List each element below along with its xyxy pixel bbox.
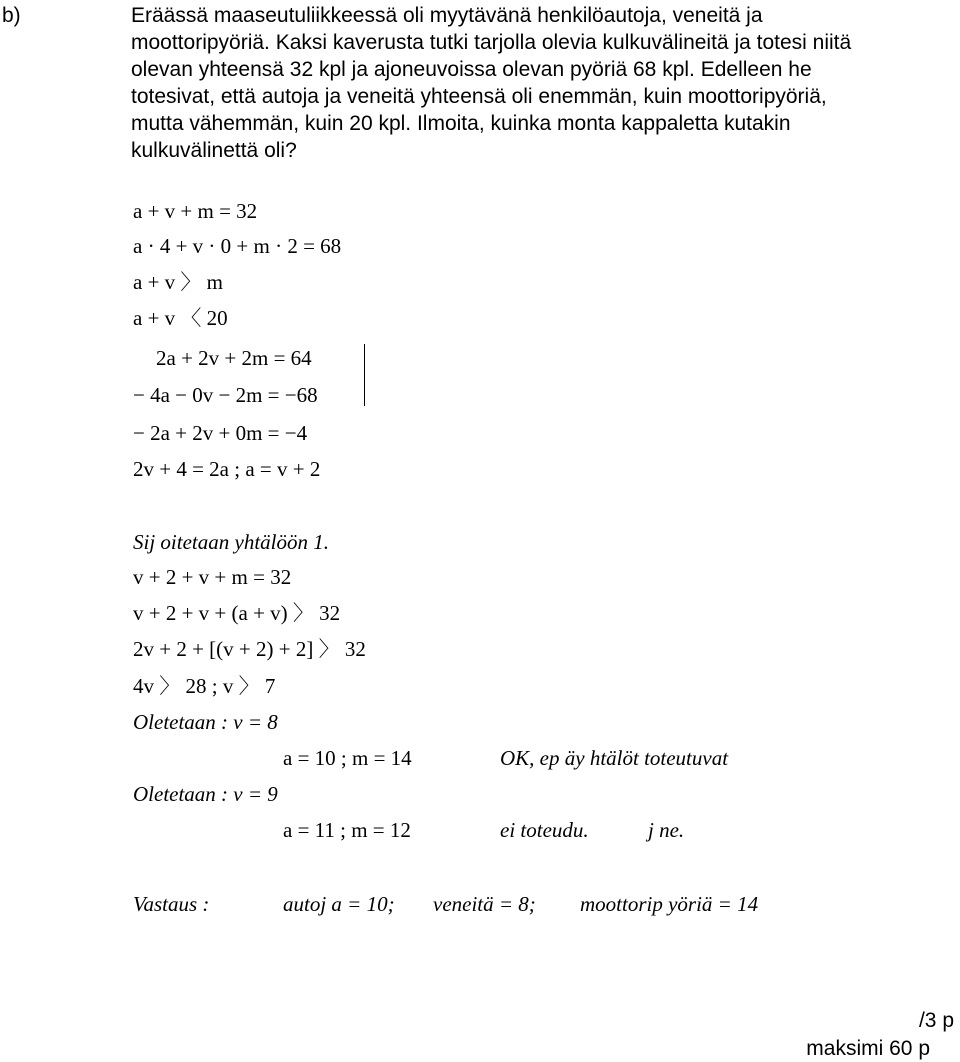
answer-cars: autoj a = 10; [283,892,395,916]
trial-result: a = 11 ; m = 12 [283,818,411,842]
answer-boats: veneitä = 8; [433,892,536,916]
system-sum-row: − 2a + 2v + 0m = −4 [133,421,308,445]
trial-verdict: ei toteudu. [500,818,589,842]
substitution-row: 2v + 2 + [(v + 2) + 2] 〉 32 [133,637,366,661]
problem-line: Eräässä maaseutuliikkeessä oli myytävänä henkilöautoja, veneitä ja [131,4,763,27]
answer-bikes: moottorip yöriä = 14 [580,892,759,916]
problem-line: mutta vähemmän, kuin 20 kpl. Ilmoita, kuinka monta kappaletta kutakin [131,112,791,135]
trial-verdict: OK, ep äy htälöt toteutuvat [500,746,729,770]
substitution-row: 4v 〉 28 ; v 〉 7 [133,674,276,698]
problem-line: totesivat, että autoja ja veneitä yhteensä oli enemmän, kuin moottoripyöriä, [131,85,827,108]
substitute-header: Sij oitetaan yhtälöön 1. [133,530,329,554]
problem-line: moottoripyöriä. Kaksi kaverusta tutki tarjolla olevia kulkuvälineitä ja totesi niitä [131,31,852,54]
equation-wheels: a · 4 + v · 0 + m · 2 = 68 [133,234,342,258]
trial-assume: Oletetaan : v = 9 [133,782,278,806]
score-label: /3 p [918,1009,954,1032]
substitution-row: v + 2 + v + (a + v) 〉 32 [133,601,341,625]
max-score-label: maksimi 60 p [806,1037,930,1060]
answer-label: Vastaus : [133,892,210,916]
inequality-greater: a + v 〉 m [133,270,223,294]
problem-line: kulkuvälinettä oli? [131,139,297,162]
problem-label: b) [2,4,21,27]
system-result-row: 2v + 4 = 2a ; a = v + 2 [133,457,321,481]
problem-text [131,2,951,164]
system-bar [364,344,365,406]
equation-sum: a + v + m = 32 [133,199,258,223]
trial-assume: Oletetaan : v = 8 [133,710,278,734]
inequality-less: a + v 〈 20 [133,306,228,330]
problem-line: olevan yhteensä 32 kpl ja ajoneuvoissa olevan pyöriä 68 kpl. Edelleen he [131,58,812,81]
system-row: − 4a − 0v − 2m = −68 [133,383,318,407]
substitution-row: v + 2 + v + m = 32 [133,565,292,589]
trial-etc: j ne. [648,818,685,842]
system-row: 2a + 2v + 2m = 64 [156,346,312,370]
trial-result: a = 10 ; m = 14 [283,746,412,770]
